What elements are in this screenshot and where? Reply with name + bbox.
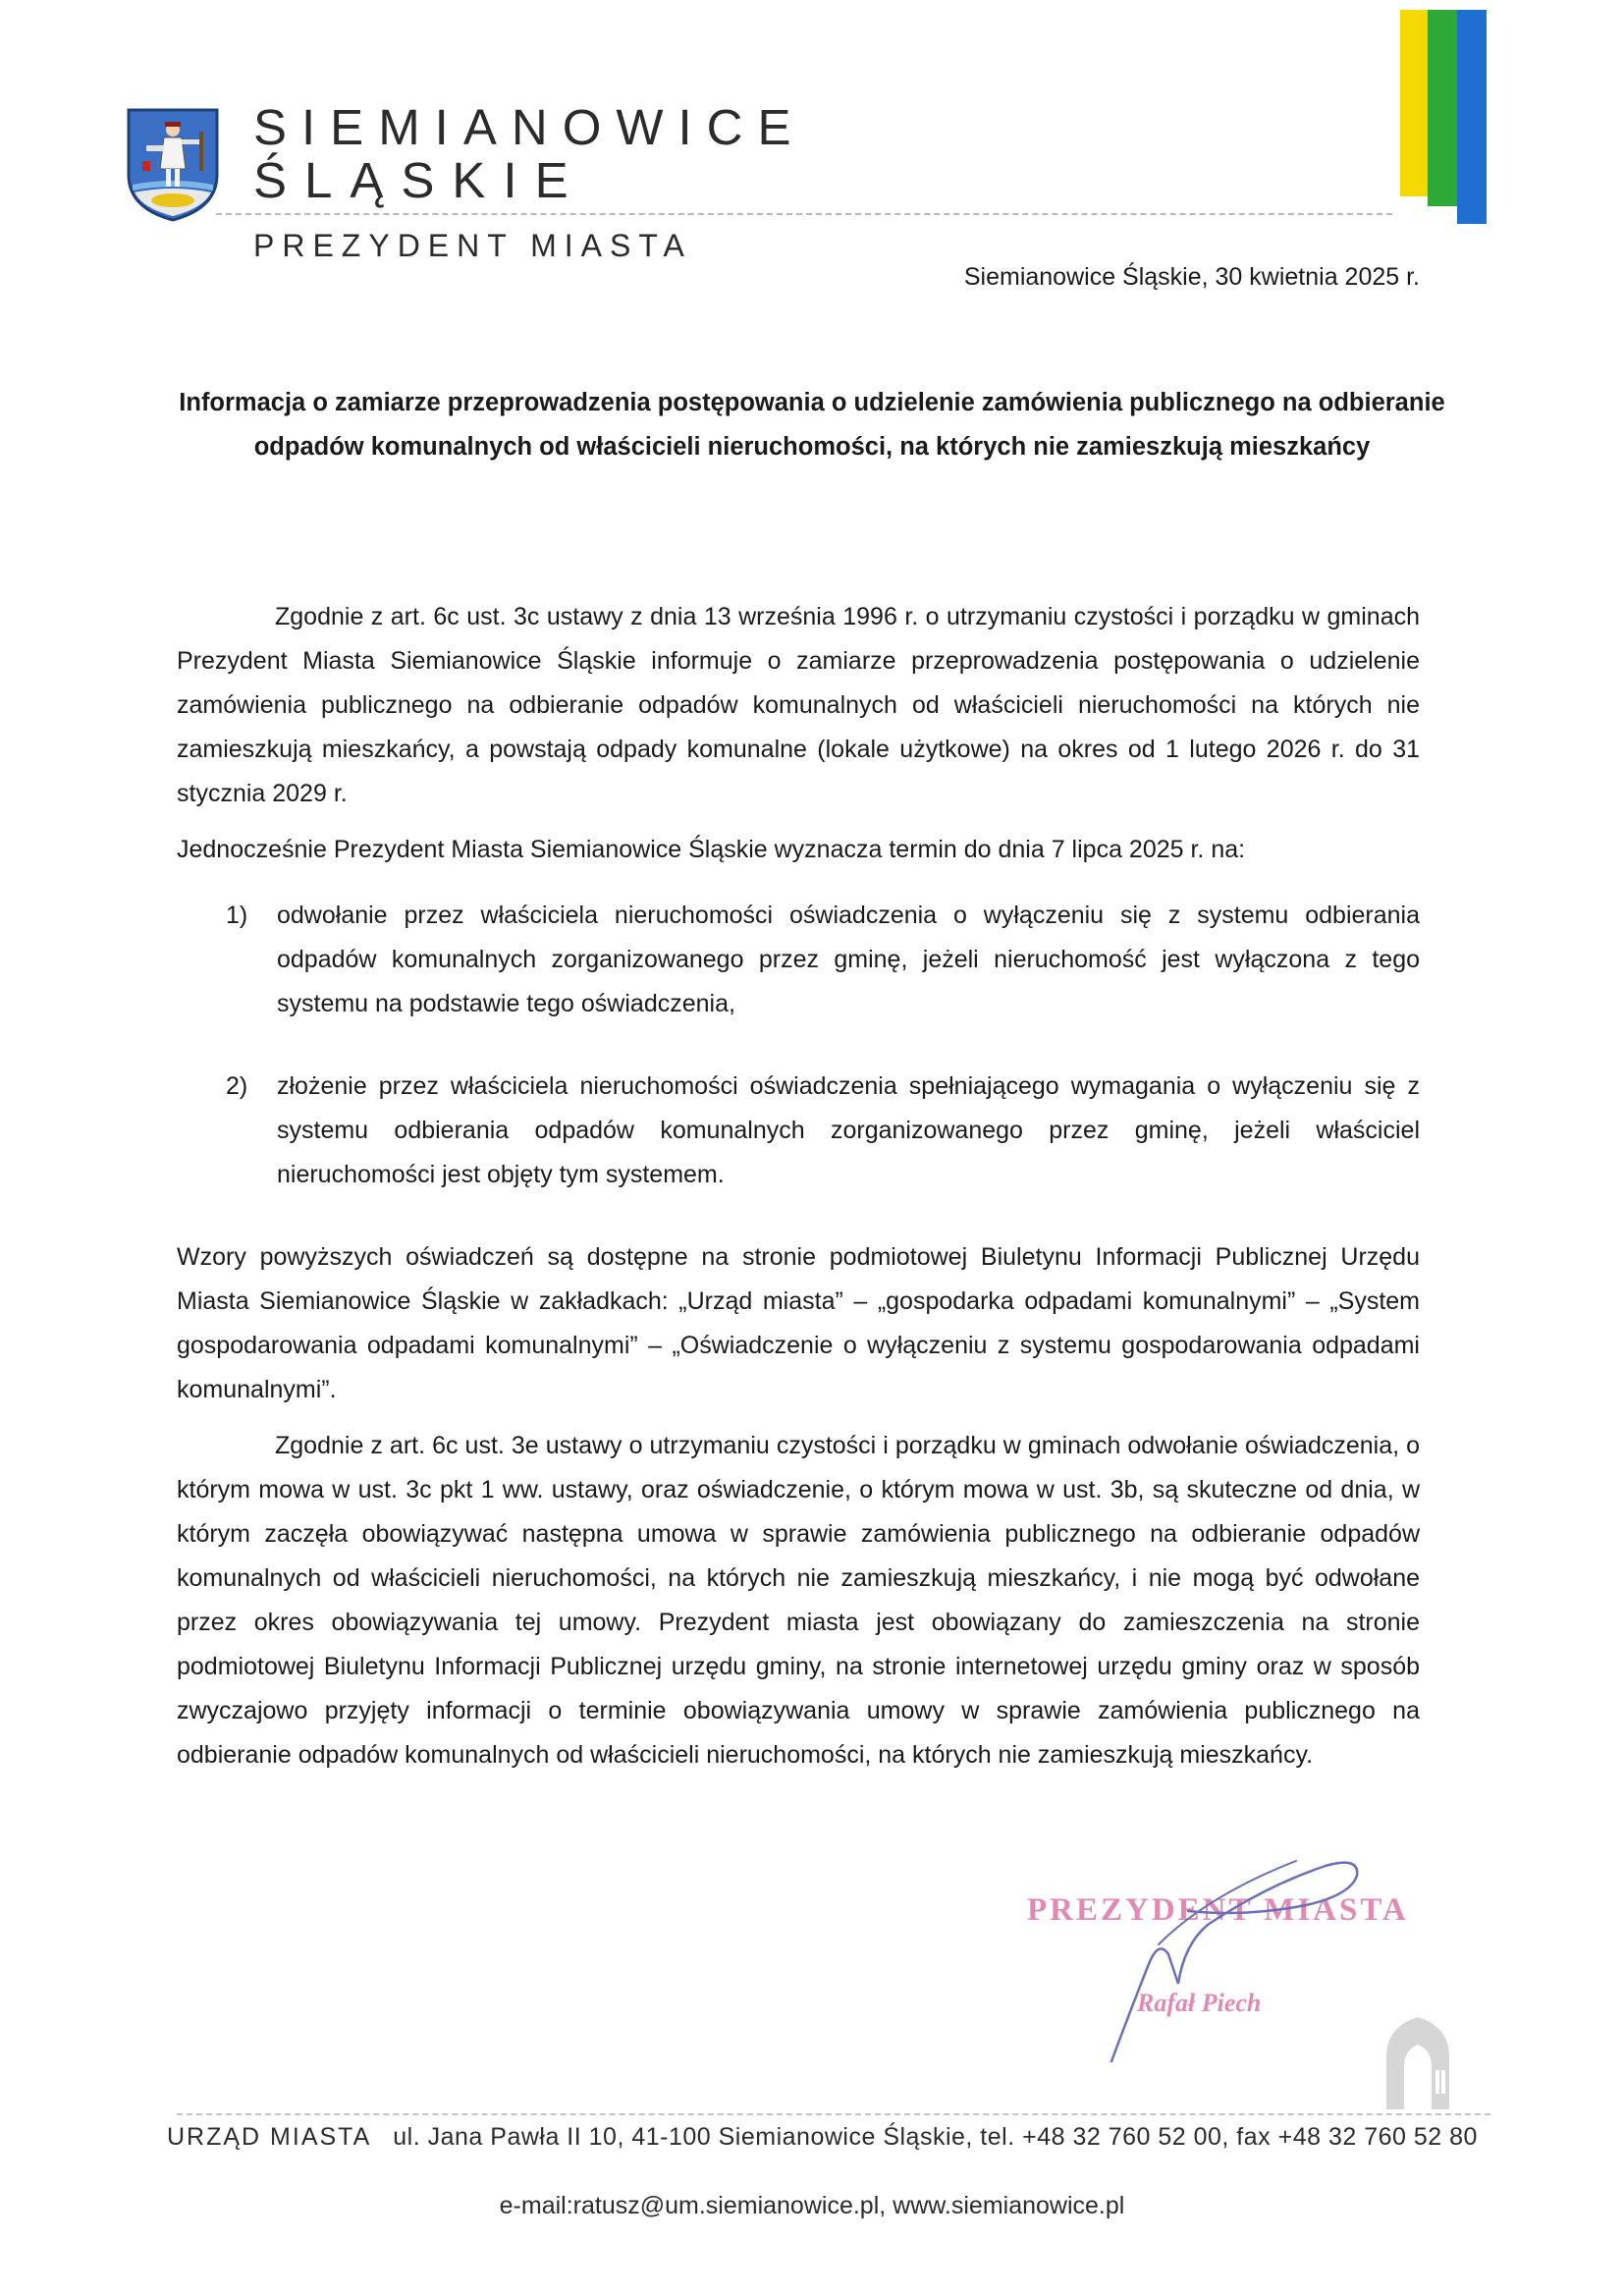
list-item-text: odwołanie przez właściciela nieruchomości oświadczenia o wyłączeniu się z systemu odbierania odpadów komunalnych zorganizowanego przez gminę, jeżeli nieruchomość jest wyłączona z tego systemu na podstawie tego oświadczenia, <box>277 902 1420 1017</box>
paragraph-forms: Wzory powyższych oświadczeń są dostępne na stronie podmiotowej Biuletynu Informacji Publicznej Urzędu Miasta Siemianowice Śląskie w zakładkach: „Urząd miasta” – „gospodarka odpadami komunalnymi” – „System gospodarowania odpadami komunalnymi” – „Oświadczenie o wyłączeniu z systemu gospodarowania odpadami komunalnymi”. <box>177 1243 1420 1403</box>
brand-color-bars <box>1394 10 1489 224</box>
blue-bar <box>1457 10 1487 224</box>
green-bar <box>1428 10 1457 206</box>
yellow-bar <box>1400 10 1428 196</box>
city-coat-of-arms <box>125 106 221 222</box>
city-name-line2: ŚLĄSKIE <box>253 152 586 208</box>
city-name-line1: SIEMIANOWICE <box>253 99 806 155</box>
header-divider <box>216 213 1392 215</box>
list-item-text: złożenie przez właściciela nieruchomości oświadczenia spełniającego wymagania o wyłączeniu się z systemu odbierania odpadów komunalnych zorganizowanego przez gminę, jeżeli właściciel nieruchomości jest objęty tym systemem. <box>277 1072 1420 1188</box>
list-item-number: 2) <box>226 1072 248 1100</box>
stamp-title: PREZYDENT MIASTA <box>1027 1892 1409 1928</box>
handwritten-signature <box>1011 1846 1404 2062</box>
document-title: Informacja o zamiarze przeprowadzenia postępowania o udzielenie zamówienia publicznego na odbieranie odpadów komunalnych od właścicieli nieruchomości, na których nie zamieszkują mieszkańcy <box>179 389 1445 461</box>
footer-address-line <box>167 2123 1478 2152</box>
stamp-name: Rafał Piech <box>1137 1989 1262 2017</box>
footer-divider <box>177 2113 1490 2115</box>
footer-address: ul. Jana Pawła II 10, 41-100 Siemianowice Śląskie, tel. +48 32 760 52 00, fax +48 32 760 52 80 <box>393 2123 1478 2151</box>
paragraph-legal: Zgodnie z art. 6c ust. 3e ustawy o utrzymaniu czystości i porządku w gminach odwołanie oświadczenia, o którym mowa w ust. 3c pkt 1 ww. ustawy, oraz oświadczenie, o którym mowa w ust. 3b, są skuteczne od dnia, w którym zaczęła obowiązywać następna umowa w sprawie zamówienia publicznego na odbieranie odpadów komunalnych od właścicieli nieruchomości, na których nie zamieszkują mieszkańcy, i nie mogą być odwołane przez okres obowiązywania tej umowy. Prezydent miasta jest obowiązany do zamieszczenia na stronie podmiotowej Biuletynu Informacji Publicznej urzędu gminy, na stronie internetowej urzędu gminy oraz w sposób zwyczajowo przyjęty informacji o terminie obowiązywania umowy w sprawie zamówienia publicznego na odbieranie odpadów komunalnych od właścicieli nieruchomości, na których nie zamieszkują mieszkańcy. <box>177 1432 1420 1769</box>
list-item-number: 1) <box>226 902 248 929</box>
office-name: PREZYDENT MIASTA <box>253 228 692 263</box>
document-date: Siemianowice Śląskie, 30 kwietnia 2025 r. <box>963 263 1420 291</box>
cathedral-watermark-icon <box>1367 2011 1469 2109</box>
footer-office-label: URZĄD MIASTA <box>167 2123 372 2151</box>
paragraph-deadline: Jednocześnie Prezydent Miasta Siemianowice Śląskie wyznacza termin do dnia 7 lipca 2025 r. na: <box>177 836 1246 863</box>
paragraph-intro: Zgodnie z art. 6c ust. 3c ustawy z dnia 13 września 1996 r. o utrzymaniu czystości i porządku w gminach Prezydent Miasta Siemianowice Śląskie informuje o zamiarze przeprowadzenia postępowania o udzielenie zamówienia publicznego na odbieranie odpadów komunalnych od właścicieli nieruchomości na których nie zamieszkują mieszkańcy, a powstają odpady komunalne (lokale użytkowe) na okres od 1 lutego 2026 r. do 31 stycznia 2029 r. <box>177 603 1420 807</box>
footer-contact: e-mail:ratusz@um.siemianowice.pl, www.siemianowice.pl <box>499 2192 1125 2219</box>
